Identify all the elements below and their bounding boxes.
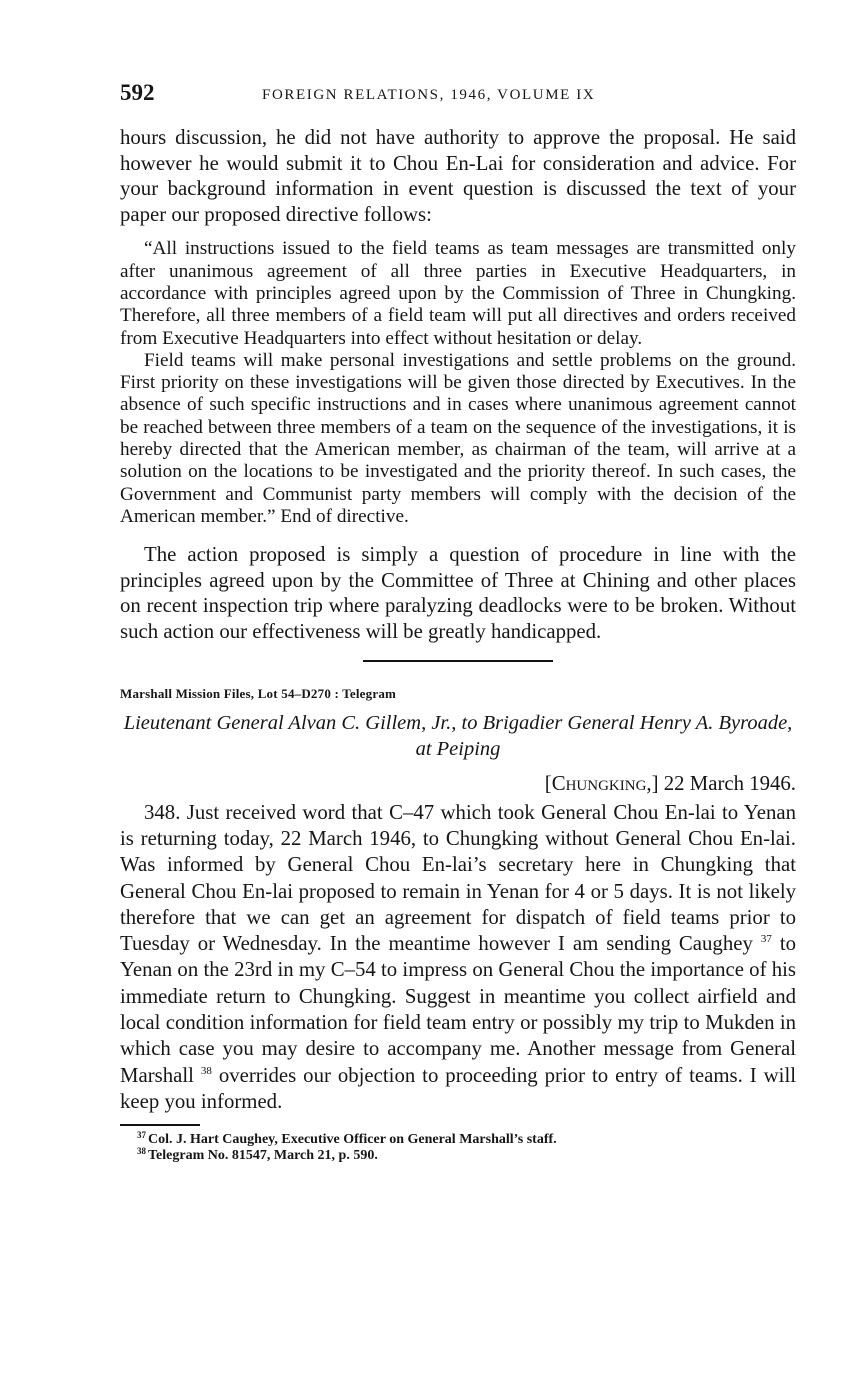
running-head: FOREIGN RELATIONS, 1946, VOLUME IX: [262, 87, 596, 103]
footnote-divider: [120, 1124, 200, 1126]
page-number: 592: [120, 80, 155, 105]
footnotes: [120, 1129, 796, 1164]
footnote-38: [137, 1145, 796, 1164]
directive-quote-2: Field teams will make personal investigations and settle problems on the ground. First priority on these investigations will be given those directed by Executives. In the absence of such specific instructions and in cases where unanimous agreement cannot be reached between three members of a team on the sequence of the investigations, it is hereby directed that the American member, as chairman of the team, will arrive at a solution on the locations to be investigated and the priority thereof. In such cases, the Government and Communist party members will comply with the decision of the American member.” End of directive.: [120, 349, 796, 527]
footnote-ref-37[interactable]: 37: [760, 933, 772, 946]
source-citation: Marshall Mission Files, Lot 54–D270 : Telegram: [120, 685, 397, 701]
body-paragraph-2: The action proposed is simply a question of procedure in line with the principles agreed upon by the Committee of Three at Chining and other places on recent inspection trip where paralyzing deadlocks were to be broken. Without such action our effectiveness will be greatly handicapped.: [120, 543, 796, 644]
telegram-text: [120, 800, 796, 1116]
body-paragraph-1: hours discussion, he did not have authority to approve the proposal. He said however he would submit it to Chou En-Lai for consideration and advice. For your background information in event question is discussed the text of your paper our proposed directive follows:: [120, 126, 796, 226]
dateline: [Chungking,] 22 March 1946.: [544, 771, 796, 795]
footnote-37: [137, 1129, 796, 1148]
document-page: [120, 80, 796, 1164]
section-divider: [363, 660, 553, 662]
footnote-text: Telegram No. 81547, March 21, p. 590.: [148, 1148, 378, 1164]
footnote-text: Col. J. Hart Caughey, Executive Officer on General Marshall’s staff.: [148, 1132, 557, 1148]
footnote-mark: 37: [137, 1129, 146, 1140]
document-title: Lieutenant General Alvan C. Gillem, Jr., to Brigadier General Henry A. Byroade, at Peiping: [123, 711, 793, 760]
telegram-text-part-2: to Yenan on the 23rd in my C–54 to impress on General Chou the importance of his immediate return to Chungking. Suggest in meantime you collect airfield and local condition information for field team entry or possibly my trip to Mukden in which case you may desire to accompany me. Another message from General Marshall: [120, 932, 797, 1087]
page-header: [120, 80, 796, 112]
footnote-mark: 38: [137, 1145, 146, 1156]
telegram-text-part-3: overrides our objection to proceeding prior to entry of teams. I will keep you informed.: [120, 1063, 796, 1113]
telegram-text-part-1: 348. Just received word that C–47 which took General Chou En-lai to Yenan is returning today, 22 March 1946, to Chungking without General Chou En-lai. Was informed by General Chou En-lai’s secretary here in Chungking that General Chou En-lai proposed to remain in Yenan for 4 or 5 days. It is not likely therefore that we can get an agreement for dispatch of field teams prior to Tuesday or Wednesday. In the meantime however I am sending Caughey: [120, 800, 796, 956]
directive-quote-1: “All instructions issued to the field teams as team messages are transmitted only after unanimous agreement of all three parties in Executive Headquarters, in accordance with principles agreed upon by the Commission of Three in Chungking. Therefore, all three members of a field team will put all directives and orders received from Executive Headquarters into effect without hesitation or delay.: [120, 238, 796, 349]
dateline-place: Chungking: [551, 771, 647, 795]
footnote-ref-38[interactable]: 38: [200, 1064, 212, 1077]
dateline-date: 22 March 1946.: [663, 771, 796, 795]
